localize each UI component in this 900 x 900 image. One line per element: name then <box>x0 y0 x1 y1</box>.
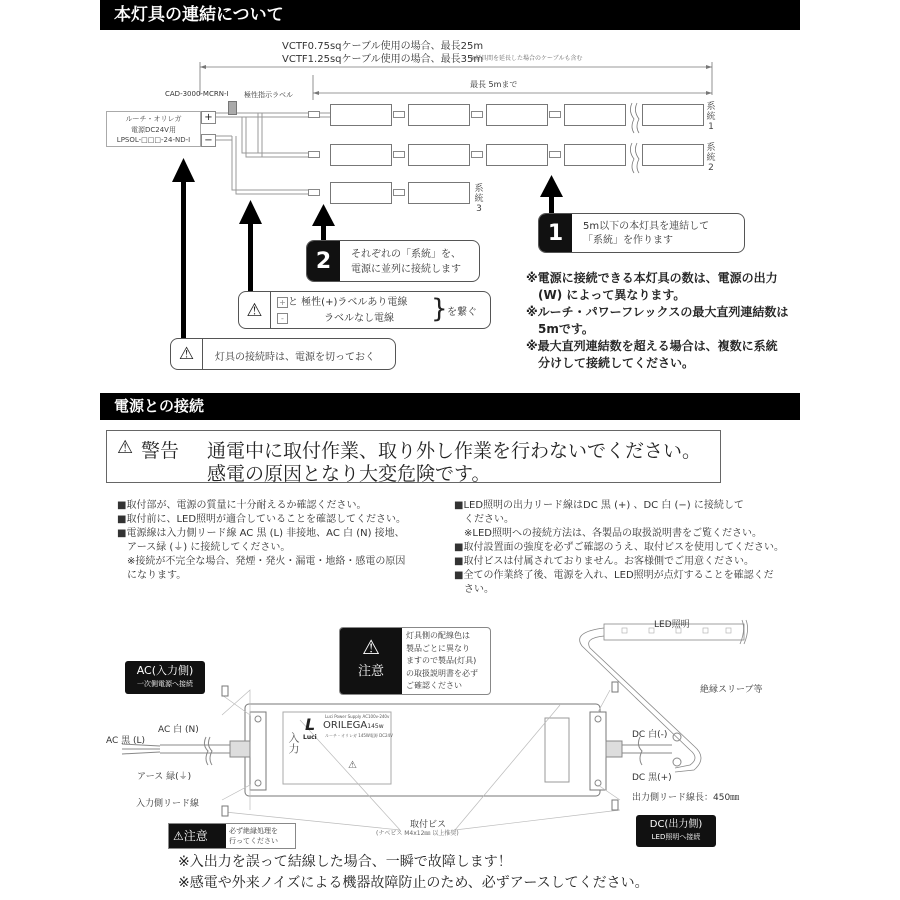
step-2-callout <box>306 240 480 282</box>
caution-small-label: 注意 <box>183 829 208 843</box>
warning-icon: ⚠ <box>173 829 184 843</box>
footer-note-2: ※感電や外来ノイズによる機器故障防止のため、必ずアースしてください。 <box>178 875 649 891</box>
cable-note-075: VCTF0.75sqケーブル使用の場合、最長25m <box>282 41 484 52</box>
product-name: ORILEGA <box>323 720 368 731</box>
caution-wiring-color-box: ⚠ 注意 灯具側の配線色は 製品ごとに異なり ますので製品(灯具) の取扱説明書を必ず ご確認ください <box>339 627 491 695</box>
section-title: 本灯具の連結について <box>114 5 284 25</box>
ac-badge-title: AC(入力側) <box>136 664 194 677</box>
note-line: 分けして接続してください。 <box>526 356 695 370</box>
step-number: 1 <box>539 214 572 252</box>
connector <box>471 151 483 158</box>
system-1-label: 系 統 1 <box>706 102 716 132</box>
lamp-unit <box>564 144 626 166</box>
connector <box>308 151 320 158</box>
connector <box>549 151 561 158</box>
screw-label: 取付ビス <box>410 820 447 830</box>
connect-label: を繋ぐ <box>447 307 477 318</box>
polarity-line2: ラベルなし電線 <box>324 313 394 324</box>
system-3-label: 系 統 3 <box>474 184 484 214</box>
lamp-unit <box>486 104 548 126</box>
note-line: (W) によって異なります。 <box>526 288 686 302</box>
polarity-callout <box>238 291 491 329</box>
left-bullets <box>117 499 406 583</box>
lamp-unit <box>408 104 470 126</box>
bullet: ■LED照明の出力リード線はDC 黒 (+) 、DC 白 (−) に接続して <box>454 500 744 511</box>
lamp-unit <box>642 104 704 126</box>
bullet: ください。 <box>454 514 514 525</box>
lamp-unit <box>330 104 392 126</box>
bullet: ■取付部が、電源の質量に十分耐えるか確認ください。 <box>117 500 367 511</box>
step-2-line2: 電源に並列に接続します <box>351 264 461 275</box>
bullet: ■取付ビスは付属されておりません。お客様側でご用意ください。 <box>454 556 755 567</box>
cable-note-125: VCTF1.25sqケーブル使用の場合、最長35m <box>282 54 484 65</box>
footer-note-1: ※入出力を誤って結線した場合、一瞬で故障します！ <box>178 854 512 870</box>
warning-icon: ⚠ <box>362 635 380 659</box>
lamp-unit <box>642 144 704 166</box>
dc-output-badge <box>636 815 716 847</box>
ac-black-label: AC 黒 (L) <box>106 736 146 746</box>
ac-input-badge <box>125 661 205 694</box>
bullet: ■取付設置面の強度を必ずご確認のうえ、取付ビスを使用してください。 <box>454 542 785 553</box>
plus-terminal: + <box>201 111 216 124</box>
dc-white-label: DC 白(-) <box>632 730 668 740</box>
device-header: Luci Power Supply AC100v-240v <box>325 714 390 719</box>
bullet: ■電源線は入力側リード線 AC 黒 (L) 非接地、AC 白 (N) 接地、 <box>117 528 405 539</box>
max-length-label: 最長 5mまで <box>470 80 518 89</box>
polarity-label-tag <box>228 101 237 115</box>
right-bullets <box>454 499 784 597</box>
warning-box <box>106 430 721 483</box>
dc-badge-title: DC(出力側) <box>649 819 703 830</box>
sleeve-label: 絶縁スリーブ等 <box>700 685 763 695</box>
ac-white-label: AC 白 (N) <box>158 725 199 735</box>
bullet: ■取付前に、LED照明が適合していることを確認してください。 <box>117 514 407 525</box>
screw-sub: (ナベビス M4x12㎜ 以上推奨) <box>376 830 459 837</box>
warning-icon: ⚠ <box>117 437 134 458</box>
connector <box>393 111 405 118</box>
cert-mark-icon: ⚠ <box>348 760 357 771</box>
earth-label: アース 緑(⏚) <box>137 772 192 782</box>
brand: Luci <box>303 734 317 741</box>
section-header-power <box>100 393 800 420</box>
cable-note-sub: ※灯具間を延長した場合のケーブルも含む <box>470 55 583 62</box>
bullet: ■全ての作業終了後、電源を入れ、LED照明が点灯することを確認くだ <box>454 570 774 581</box>
device-label <box>283 712 391 784</box>
step-1-line2: 「系統」を作ります <box>583 235 673 246</box>
connector <box>549 111 561 118</box>
warning-icon: ⚠ <box>239 292 271 328</box>
input-lead-label: 入力側リード線 <box>136 799 200 809</box>
caution-label: 注意 <box>357 664 384 679</box>
power-off-callout <box>170 338 396 370</box>
note-line: ※電源に接続できる本灯具の数は、電源の出力 <box>526 271 778 285</box>
lamp-unit <box>408 182 470 204</box>
lamp-unit <box>330 144 392 166</box>
lamp-unit <box>330 182 392 204</box>
note-line: 5mです。 <box>526 322 594 336</box>
minus-box: - <box>277 313 288 324</box>
lamp-unit <box>408 144 470 166</box>
polarity-label-caption: 極性指示ラベル <box>244 91 293 99</box>
dc-black-label: DC 黒(+) <box>632 773 672 783</box>
bullet: になります。 <box>117 570 187 581</box>
connector-model: CAD-3000-MCRN-I <box>165 90 229 98</box>
ac-badge-sub: 一次側電源へ接続 <box>137 680 193 688</box>
section-title: 電源との接続 <box>114 397 205 415</box>
device-subtitle: ルーチ・オリレガ 145W電源 DC24V <box>325 733 393 738</box>
connector <box>471 111 483 118</box>
bullet: ※接続が不完全な場合、発煙・発火・漏電・地絡・感電の原因 <box>117 556 406 567</box>
bullet: ※LED照明への接続方法は、各製品の取扱説明書をご覧ください。 <box>454 528 762 539</box>
lamp-unit <box>564 104 626 126</box>
product-watt: 145w <box>367 723 384 730</box>
note-line: ※最大直列連結数を超える場合は、複数に系統 <box>526 339 778 353</box>
polarity-line1: と 極性(+)ラベルあり電線 <box>288 297 408 308</box>
connector <box>308 111 320 118</box>
input-marker: 入力 <box>287 732 300 754</box>
connector <box>393 151 405 158</box>
insulation-caution-box: ⚠注意 必ず絶縁処理を 行ってください <box>168 823 296 849</box>
warning-label: 警告 <box>141 440 180 462</box>
power-off-text: 灯具の接続時は、電源を切っておく <box>215 352 375 363</box>
notes-list <box>526 270 788 372</box>
psu-voltage: 電源DC24V用 <box>131 125 176 134</box>
luci-logo: L <box>305 715 316 734</box>
warning-icon: ⚠ <box>171 339 203 369</box>
dc-badge-sub: LED照明へ接続 <box>651 833 701 841</box>
step-2-line1: それぞれの「系統」を、 <box>351 249 461 260</box>
psu-name: ルーチ・オリレガ <box>125 115 182 123</box>
step-number: 2 <box>307 241 340 281</box>
connector <box>308 189 320 196</box>
connector <box>393 189 405 196</box>
step-1-callout <box>538 213 745 253</box>
note-line: ※ルーチ・パワーフレックスの最大直列連結数は <box>526 305 789 319</box>
output-lead-label: 出力側リード線長：450㎜ <box>632 793 740 803</box>
led-label: LED照明 <box>654 620 690 630</box>
system-2-label: 系 統 2 <box>706 143 716 173</box>
bullet: アース緑 (⏚) に接続してください。 <box>117 542 291 553</box>
bullet: さい。 <box>454 584 494 595</box>
psu-model: LPSOL-□□□-24-ND-I <box>116 136 191 144</box>
warning-line1: 通電中に取付作業、取り外し作業を行わないでください。 <box>207 440 702 462</box>
brace: } <box>431 294 448 324</box>
step-1-line1: 5m以下の本灯具を連結して <box>583 221 710 232</box>
lamp-unit <box>486 144 548 166</box>
warning-line2: 感電の原因となり大変危険です。 <box>207 463 491 485</box>
psu-box <box>106 111 201 147</box>
minus-terminal: − <box>201 134 216 147</box>
plus-box: + <box>277 297 288 308</box>
